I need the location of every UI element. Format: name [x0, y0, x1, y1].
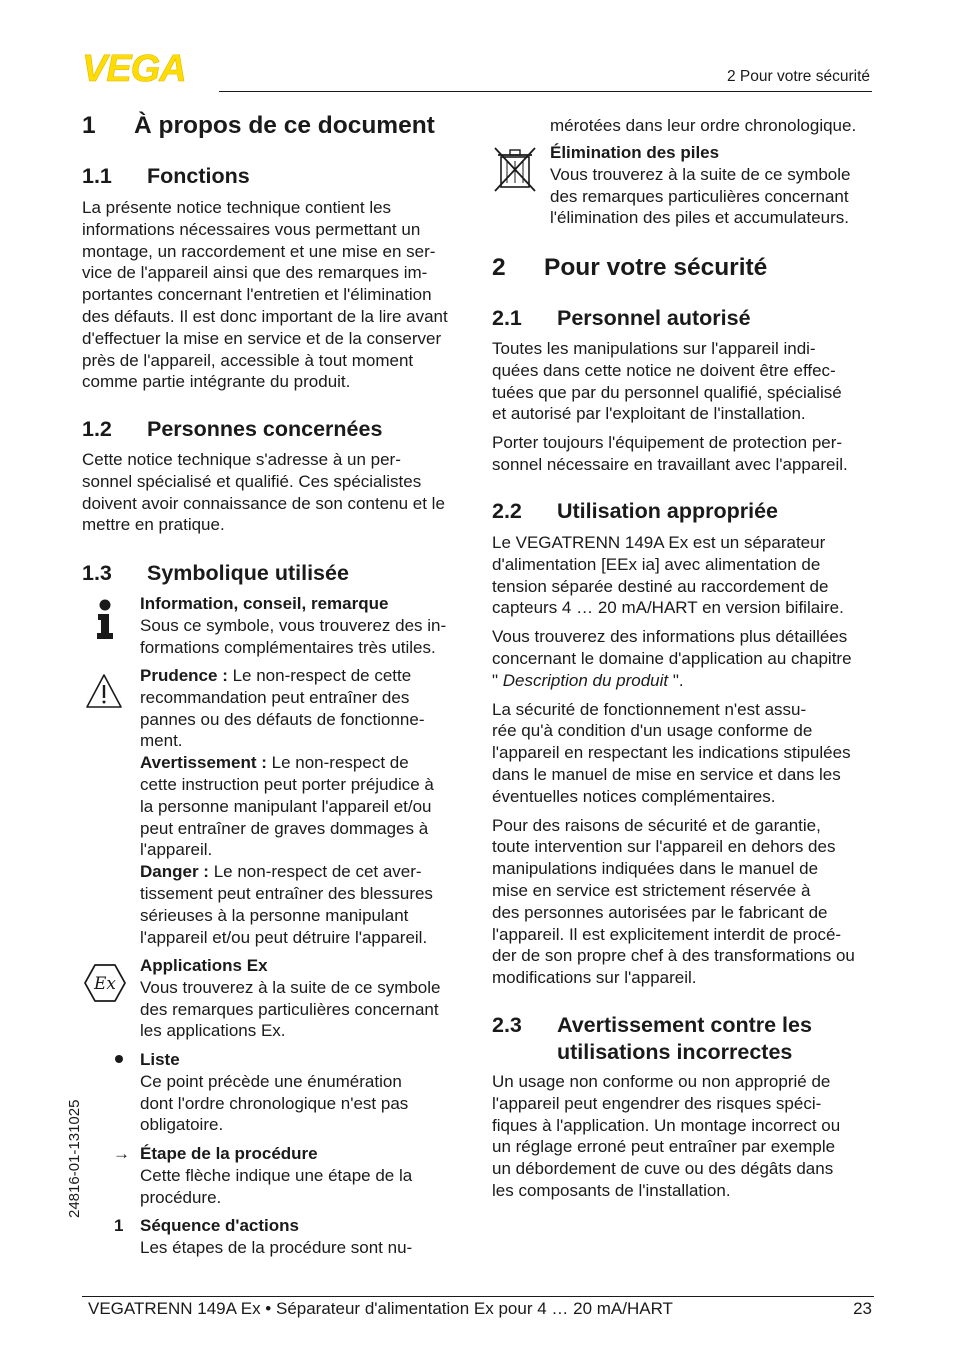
footer-rule	[82, 1296, 874, 1297]
section-1-1-heading: 1.1 Fonctions	[82, 164, 250, 188]
step-note: Étape de la procédure Cette flèche indique une étape de la procédure.	[140, 1144, 413, 1207]
battery-disposal-note: Élimination des piles Vous trouverez à la suite de ce symbole des remarques particulières concernant l'élimination des piles et accumulateurs.	[550, 143, 851, 228]
section-1-heading: 1 À propos de ce document	[82, 112, 435, 139]
svg-text:Ex: Ex	[94, 974, 116, 994]
warning-triangle-icon	[85, 673, 123, 709]
section-2-2-heading: 2.2 Utilisation appropriée	[492, 499, 779, 523]
section-2-2-body: Le VEGATRENN 149A Ex est un séparateur d'alimentation [EEx ia] avec alimentation de tension séparée destiné au raccordement de capteurs 4 … 20 mA/HART en version bifilaire. Vous trouverez des informations plus détaillées concernant le domaine d'application au chapitre " Description du produit ". La sécurité de fonctionnement n'est assu- rée qu'à condition d'un usage conforme de l'appareil en respectant les indications stipulées dans le manuel de mise en service et dans les éventuelles notices complémentaires. Pour des raisons de sécurité et de garantie, toute intervention sur l'appareil en dehors des manipulations indiquées dans le manuel de mise en service est strictement réservée à des personnes autorisées par le fabricant de l'appareil. Il est explicitement interdit de procé- der de son propre chef à des transformations ou modifications sur l'appareil.	[492, 533, 855, 988]
document-number: 24816-01-131025	[66, 1099, 83, 1218]
ex-note: Applications Ex Vous trouverez à la suite de ce symbole des remarques particulières concernant les applications Ex.	[140, 956, 441, 1041]
sequence-number-marker: 1	[114, 1216, 124, 1235]
section-2-3-body: Un usage non conforme ou non approprié de l'appareil peut engendrer des risques spéci- fiques à l'application. Un montage incorrect ou un réglage erroné peut entraîner par exemple un débordement de cuve ou des dégâts dans les composants de l'installation.	[492, 1072, 841, 1200]
section-2-1-heading: 2.1 Personnel autorisé	[492, 306, 751, 330]
safety-notes: Prudence : Le non-respect de cette recommandation peut entraîner des pannes ou des défauts de fonctionne- ment. Avertissement : Le non-respect de cette instruction peut porter préjudice à la personne manipulant l'appareil et/ou peut entraîner de graves dommages à l'appareil. Danger : Le non-respect de cet aver- tissement peut entraîner des blessures sérieuses à la personne manipulant l'appareil et/ou peut détruire l'appareil.	[140, 666, 434, 947]
ex-hexagon-icon	[83, 963, 127, 1003]
step-arrow-icon: →	[113, 1144, 130, 1163]
section-2-1-body: Toutes les manipulations sur l'appareil indi- quées dans cette notice ne doivent être effec- tuées que par du personnel qualifié, spécialisé et autorisé par l'exploitant de l'installation. Porter toujours l'équipement de protection per- sonnel nécessaire en travaillant avec l'appareil.	[492, 339, 848, 474]
section-2-heading: 2 Pour votre sécurité	[492, 254, 768, 281]
vega-logo	[82, 50, 212, 86]
section-2-3-heading: 2.3 Avertissement contre les utilisations incorrectes	[492, 1013, 812, 1064]
section-1-2-body: Cette notice technique s'adresse à un per- sonnel spécialisé et qualifié. Ces spécialistes doivent avoir connaissance de son contenu et le mettre en pratique.	[82, 450, 445, 535]
section-1-3-heading: 1.3 Symbolique utilisée	[82, 561, 349, 585]
sequence-note: Séquence d'actions Les étapes de la procédure sont nu-	[140, 1216, 413, 1257]
footer-title: VEGATRENN 149A Ex • Séparateur d'alimentation Ex pour 4 … 20 mA/HART	[88, 1299, 673, 1318]
list-bullet-icon	[115, 1055, 123, 1063]
section-1-1-body: La présente notice technique contient les informations nécessaires vous permettant un montage, un raccordement et une mise en ser- vice de l'appareil ainsi que des remarques im- portantes concernant l'entretien et l'élimination des défauts. Il est donc important de la lire avant d'effectuer la mise en service et de la conserver près de l'appareil, accessible à tout moment comme partie intégrante du produit.	[82, 198, 448, 392]
svg-text:VEGA: VEGA	[82, 50, 186, 86]
running-header: 2 Pour votre sécurité	[726, 68, 870, 85]
crossed-bin-icon	[492, 145, 538, 193]
page-number: 23	[853, 1299, 872, 1318]
header-rule	[219, 91, 872, 92]
sequence-note-continued: mérotées dans leur ordre chronologique.	[550, 116, 857, 135]
section-1-2-heading: 1.2 Personnes concernées	[82, 417, 383, 441]
info-icon	[94, 598, 116, 640]
list-note: Liste Ce point précède une énumération dont l'ordre chronologique n'est pas obligatoire.	[140, 1050, 409, 1135]
info-note: Information, conseil, remarque Sous ce symbole, vous trouverez des in- formations complémentaires très utiles.	[140, 594, 447, 657]
